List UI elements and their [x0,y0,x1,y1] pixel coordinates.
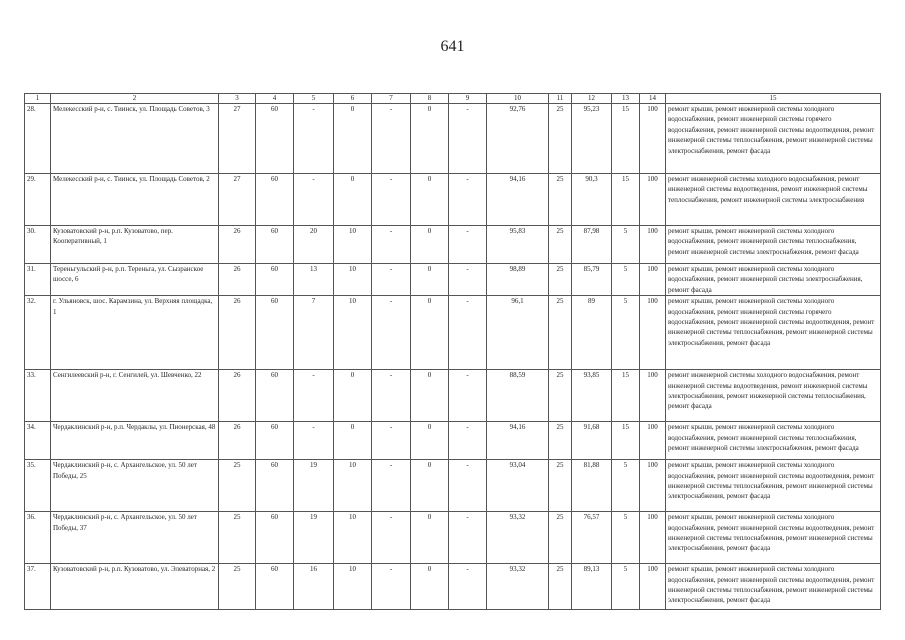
works-cell: ремонт крыши, ремонт инженерной системы холодного водоснабжения, ремонт инженерной системы водоотведения, ремонт инженерной системы теплоснабжения, ремонт инженерной системы электроснабжения, ремонт фасада [666,460,881,512]
address-cell: Чердаклинский р-н, р.п. Чердаклы, ул. Пионерская, 48 [51,422,219,460]
column-number-12: 12 [572,94,612,104]
address-cell: Кузоватовский р-н, р.п. Кузоватово, пер. Кооперативный, 1 [51,226,219,264]
col-13-cell: 15 [612,174,640,226]
col-12-cell: 90,3 [572,174,612,226]
col-5-cell: 19 [294,460,334,512]
col-9-cell: - [449,104,487,174]
col-6-cell: 10 [334,460,372,512]
column-number-3: 3 [219,94,256,104]
address-cell: Чердаклинский р-н, с. Архангельское, ул. 50 лет Победы, 25 [51,460,219,512]
col-7-cell: - [372,296,411,370]
col-7-cell: - [372,564,411,610]
col-6-cell: 0 [334,370,372,422]
col-13-cell: 15 [612,104,640,174]
col-8-cell: 0 [411,226,449,264]
col-13-cell: 15 [612,370,640,422]
col-3-cell: 26 [219,226,256,264]
works-cell: ремонт крыши, ремонт инженерной системы холодного водоснабжения, ремонт инженерной системы теплоснабжения, ремонт инженерной системы электроснабжения, ремонт фасада [666,226,881,264]
col-11-cell: 25 [549,104,572,174]
page-number: 641 [440,38,465,55]
col-5-cell: - [294,370,334,422]
col-3-cell: 25 [219,460,256,512]
works-cell: ремонт инженерной системы холодного водоснабжения, ремонт инженерной системы водоотведения, ремонт инженерной системы электроснабжения, ремонт инженерной системы теплоснабжения, ремонт фасада [666,370,881,422]
works-cell: ремонт инженерной системы холодного водоснабжения, ремонт инженерной системы водоотведения, ремонт инженерной системы теплоснабжения, ремонт инженерной системы электроснабжения [666,174,881,226]
col-14-cell: 100 [640,564,666,610]
table-row [25,460,881,512]
works-cell: ремонт крыши, ремонт инженерной системы холодного водоснабжения, ремонт инженерной системы электроснабжения, ремонт фасада [666,264,881,296]
col-7-cell: - [372,174,411,226]
col-3-cell: 26 [219,370,256,422]
row-number: 36. [25,512,51,564]
column-number-1: 1 [25,94,51,104]
column-number-14: 14 [640,94,666,104]
col-12-cell: 93,85 [572,370,612,422]
col-14-cell: 100 [640,174,666,226]
col-14-cell: 100 [640,422,666,460]
col-7-cell: - [372,460,411,512]
works-cell: ремонт крыши, ремонт инженерной системы холодного водоснабжения, ремонт инженерной системы горячего водоснабжения, ремонт инженерной системы водоотведения, ремонт инженерной системы теплоснабжения, ремонт инженерной системы электроснабжения, ремонт фасада [666,296,881,370]
col-7-cell: - [372,264,411,296]
table-row [25,296,881,370]
col-8-cell: 0 [411,264,449,296]
works-cell: ремонт крыши, ремонт инженерной системы холодного водоснабжения, ремонт инженерной системы водоотведения, ремонт инженерной системы теплоснабжения, ремонт инженерной системы электроснабжения, ремонт фасада [666,564,881,610]
col-7-cell: - [372,104,411,174]
col-14-cell: 100 [640,460,666,512]
col-4-cell: 60 [256,512,294,564]
col-11-cell: 25 [549,174,572,226]
col-6-cell: 0 [334,104,372,174]
table-row [25,512,881,564]
row-number: 30. [25,226,51,264]
row-number: 32. [25,296,51,370]
col-5-cell: 20 [294,226,334,264]
col-12-cell: 87,98 [572,226,612,264]
column-number-15: 15 [666,94,881,104]
col-10-cell: 88,59 [487,370,549,422]
column-number-row [25,94,881,104]
col-13-cell: 5 [612,264,640,296]
col-8-cell: 0 [411,296,449,370]
column-number-7: 7 [372,94,411,104]
table-row [25,264,881,296]
col-14-cell: 100 [640,296,666,370]
col-14-cell: 100 [640,512,666,564]
table-row [25,422,881,460]
address-cell: Мелекесский р-н, с. Тиинск, ул. Площадь Советов, 3 [51,104,219,174]
col-9-cell: - [449,564,487,610]
col-8-cell: 0 [411,370,449,422]
col-14-cell: 100 [640,370,666,422]
col-5-cell: - [294,174,334,226]
col-9-cell: - [449,512,487,564]
col-10-cell: 93,04 [487,460,549,512]
col-9-cell: - [449,460,487,512]
col-12-cell: 89,13 [572,564,612,610]
column-number-8: 8 [411,94,449,104]
works-cell: ремонт крыши, ремонт инженерной системы холодного водоснабжения, ремонт инженерной системы горячего водоснабжения, ремонт инженерной системы водоотведения, ремонт инженерной системы теплоснабжения, ремонт инженерной системы электроснабжения, ремонт фасада [666,104,881,174]
col-12-cell: 81,88 [572,460,612,512]
col-11-cell: 25 [549,564,572,610]
col-8-cell: 0 [411,174,449,226]
row-number: 37. [25,564,51,610]
col-4-cell: 60 [256,370,294,422]
col-5-cell: 13 [294,264,334,296]
table-row [25,370,881,422]
col-4-cell: 60 [256,422,294,460]
col-10-cell: 92,76 [487,104,549,174]
col-12-cell: 89 [572,296,612,370]
col-5-cell: - [294,422,334,460]
row-number: 34. [25,422,51,460]
repair-plan-table [24,93,881,610]
works-cell: ремонт крыши, ремонт инженерной системы холодного водоснабжения, ремонт инженерной системы водоотведения, ремонт инженерной системы теплоснабжения, ремонт инженерной системы электроснабжения, ремонт фасада [666,512,881,564]
col-6-cell: 10 [334,512,372,564]
column-number-2: 2 [51,94,219,104]
col-14-cell: 100 [640,264,666,296]
col-10-cell: 94,16 [487,422,549,460]
col-8-cell: 0 [411,460,449,512]
address-cell: Мелекесский р-н, с. Тиинск, ул. Площадь Советов, 2 [51,174,219,226]
column-number-13: 13 [612,94,640,104]
address-cell: Тереньгульский р-н, р.п. Тереньга, ул. Сызранское шоссе, 6 [51,264,219,296]
col-10-cell: 96,1 [487,296,549,370]
col-13-cell: 15 [612,422,640,460]
col-13-cell: 5 [612,226,640,264]
table-row [25,564,881,610]
col-4-cell: 60 [256,226,294,264]
col-7-cell: - [372,512,411,564]
col-5-cell: 16 [294,564,334,610]
col-7-cell: - [372,226,411,264]
row-number: 28. [25,104,51,174]
col-6-cell: 0 [334,174,372,226]
col-9-cell: - [449,296,487,370]
col-7-cell: - [372,422,411,460]
col-12-cell: 85,79 [572,264,612,296]
col-6-cell: 10 [334,264,372,296]
col-3-cell: 27 [219,174,256,226]
col-11-cell: 25 [549,512,572,564]
col-13-cell: 5 [612,512,640,564]
col-11-cell: 25 [549,264,572,296]
col-11-cell: 25 [549,460,572,512]
address-cell: Чердаклинский р-н, с. Архангельское, ул. 50 лет Победы, 37 [51,512,219,564]
col-10-cell: 98,89 [487,264,549,296]
row-number: 33. [25,370,51,422]
col-10-cell: 93,32 [487,564,549,610]
col-3-cell: 26 [219,422,256,460]
col-5-cell: 7 [294,296,334,370]
col-6-cell: 0 [334,422,372,460]
col-9-cell: - [449,422,487,460]
col-10-cell: 95,83 [487,226,549,264]
col-5-cell: - [294,104,334,174]
col-13-cell: 5 [612,564,640,610]
col-3-cell: 27 [219,104,256,174]
col-11-cell: 25 [549,370,572,422]
column-number-10: 10 [487,94,549,104]
col-3-cell: 25 [219,564,256,610]
col-6-cell: 10 [334,296,372,370]
address-cell: г. Ульяновск, шос. Карамзина, ул. Верхняя площадка, 1 [51,296,219,370]
col-6-cell: 10 [334,226,372,264]
row-number: 29. [25,174,51,226]
col-12-cell: 91,68 [572,422,612,460]
col-4-cell: 60 [256,564,294,610]
table-body [25,104,881,610]
col-14-cell: 100 [640,104,666,174]
works-cell: ремонт крыши, ремонт инженерной системы холодного водоснабжения, ремонт инженерной системы теплоснабжения, ремонт инженерной системы электроснабжения, ремонт фасада [666,422,881,460]
col-14-cell: 100 [640,226,666,264]
col-4-cell: 60 [256,460,294,512]
col-9-cell: - [449,264,487,296]
column-number-5: 5 [294,94,334,104]
table-row [25,226,881,264]
row-number: 31. [25,264,51,296]
col-4-cell: 60 [256,104,294,174]
column-number-4: 4 [256,94,294,104]
address-cell: Сенгилеевский р-н, г. Сенгилей, ул. Шевченко, 22 [51,370,219,422]
col-12-cell: 76,57 [572,512,612,564]
col-9-cell: - [449,174,487,226]
col-8-cell: 0 [411,512,449,564]
col-12-cell: 95,23 [572,104,612,174]
col-8-cell: 0 [411,422,449,460]
column-number-11: 11 [549,94,572,104]
col-6-cell: 10 [334,564,372,610]
column-number-6: 6 [334,94,372,104]
col-5-cell: 19 [294,512,334,564]
col-4-cell: 60 [256,264,294,296]
col-11-cell: 25 [549,226,572,264]
col-4-cell: 60 [256,174,294,226]
col-4-cell: 60 [256,296,294,370]
col-9-cell: - [449,370,487,422]
table-row [25,174,881,226]
col-13-cell: 5 [612,460,640,512]
col-8-cell: 0 [411,564,449,610]
col-8-cell: 0 [411,104,449,174]
table-row [25,104,881,174]
col-3-cell: 26 [219,264,256,296]
row-number: 35. [25,460,51,512]
col-10-cell: 93,32 [487,512,549,564]
col-11-cell: 25 [549,422,572,460]
col-3-cell: 25 [219,512,256,564]
col-3-cell: 26 [219,296,256,370]
col-13-cell: 5 [612,296,640,370]
table-header [25,94,881,104]
col-9-cell: - [449,226,487,264]
column-number-9: 9 [449,94,487,104]
col-11-cell: 25 [549,296,572,370]
address-cell: Кузоватовский р-н, р.п. Кузоватово, ул. Элеваторная, 2 [51,564,219,610]
col-7-cell: - [372,370,411,422]
col-10-cell: 94,16 [487,174,549,226]
